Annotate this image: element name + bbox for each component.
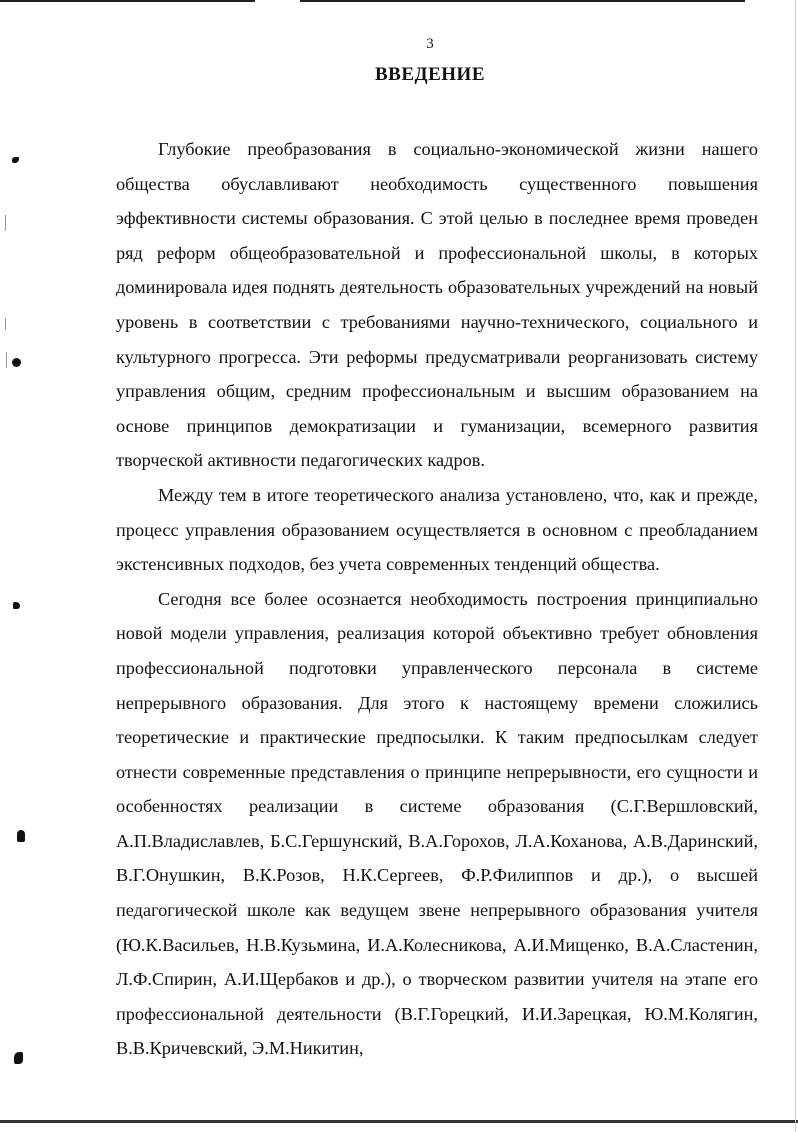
paragraph: Сегодня все более осознается необходимость построения принципиально новой модели управления, реализация которой объективно требует обновления профессиональной подготовки управленческого персонала в системе непрерывного образования. Для этого к настоящему времени сложились теоретические и практические предпосылки. К таким предпосылкам следует отнести современные представления о принципе непрерывности, его сущности и особенностях реализации в системе образования (С.Г.Вершловский, А.П.Владиславлев, Б.С.Гершунский, В.А.Горохов, Л.А.Коханова, А.В.Даринский, В.Г.Онушкин, В.К.Розов, Н.К.Сергеев, Ф.Р.Филиппов и др.), о высшей педагогической школе как ведущем звене непрерывного образования учителя (Ю.К.Васильев, Н.В.Кузьмина, И.А.Колесникова, А.И.Мищенко, В.А.Сластенин, Л.Ф.Спирин, А.И.Щербаков и др.), о творческом развитии учителя на этапе его профессиональной деятельности (В.Г.Горецкий, И.И.Зарецкая, Ю.М.Колягин, В.В.Кричевский, Э.М.Никитин, — [116, 588, 758, 1059]
margin-tick — [5, 318, 6, 330]
margin-tick — [6, 352, 7, 368]
punch-hole-mark — [12, 157, 19, 163]
punch-hole-mark — [17, 830, 25, 842]
scan-top-edge — [0, 0, 790, 6]
scan-bottom-edge — [0, 1120, 798, 1123]
punch-hole-mark — [14, 1052, 23, 1064]
scan-right-edge — [795, 0, 796, 1132]
paragraph: Глубокие преобразования в социально-экономической жизни нашего общества обуславливают необходимость существенного повышения эффективности системы образования. С этой целью в последнее время проведен ряд реформ общеобразовательной и профессиональной школы, в которых доминировала идея поднять деятельность образовательных учреждений на новый уровень в соответствии с требованиями научно-технического, социального и культурного прогресса. Эти реформы предусматривали реорганизовать систему управления общим, средним профессиональным и высшим образованием на основе принципов демократизации и гуманизации, всемерного развития творческой активности педагогических кадров. — [116, 139, 758, 471]
paragraph: Между тем в итоге теоретического анализа установлено, что, как и прежде, процесс управления образованием осуществляется в основном с преобладанием экстенсивных подходов, без учета современных тенденций общества. — [116, 484, 758, 575]
punch-hole-mark — [12, 358, 21, 367]
page-number: 3 — [426, 36, 434, 52]
margin-tick — [5, 215, 6, 231]
body-text — [116, 132, 758, 1066]
page-title: ВВЕДЕНИЕ — [375, 64, 485, 85]
punch-hole-mark — [13, 602, 20, 609]
